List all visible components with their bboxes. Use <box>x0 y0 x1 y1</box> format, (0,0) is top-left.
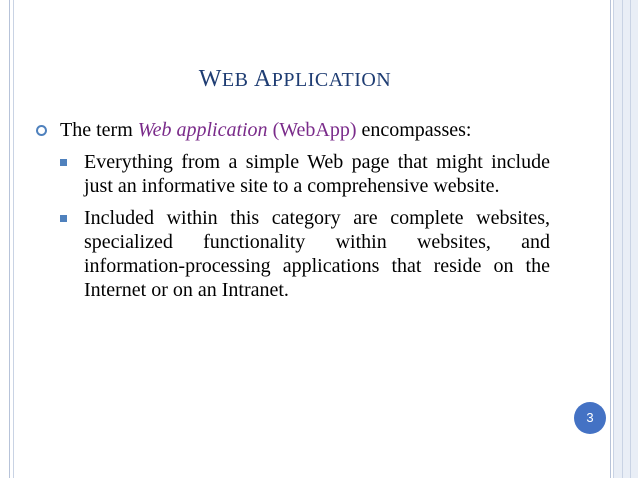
frame-line-right <box>610 0 611 478</box>
intro-suffix: encompasses: <box>356 119 472 141</box>
square-bullet-icon <box>60 159 67 166</box>
title-rest-1: EB <box>221 69 254 91</box>
square-bullet-icon <box>60 215 67 222</box>
intro-prefix: The term <box>60 119 138 141</box>
frame-band-right <box>614 0 638 478</box>
bullet-level2-2 <box>36 206 550 302</box>
intro-abbrev: (WebApp) <box>267 119 357 141</box>
bullet-level2-1 <box>36 150 550 198</box>
bullet-text-2: Included within this category are complete websites, specialized functionality within websites, and information-processing applications that reside on the Internet or on an Intranet. <box>84 207 550 301</box>
title-initial-1: W <box>198 66 222 92</box>
title-initial-2: A <box>253 66 272 92</box>
bullet-text-1: Everything from a simple Web page that might include just an informative site to a comprehensive website. <box>84 151 550 197</box>
frame-line-right-4 <box>630 0 631 478</box>
slide-title <box>0 66 590 93</box>
title-rest-2: PPLICATION <box>271 69 392 91</box>
bullet-level1 <box>36 118 550 142</box>
intro-term: Web application <box>137 119 268 141</box>
frame-line-right-inner <box>613 0 614 478</box>
frame-line-right-3 <box>622 0 623 478</box>
page-number-badge: 3 <box>574 402 606 434</box>
slide-content <box>36 118 550 302</box>
ring-bullet-icon <box>36 125 47 136</box>
